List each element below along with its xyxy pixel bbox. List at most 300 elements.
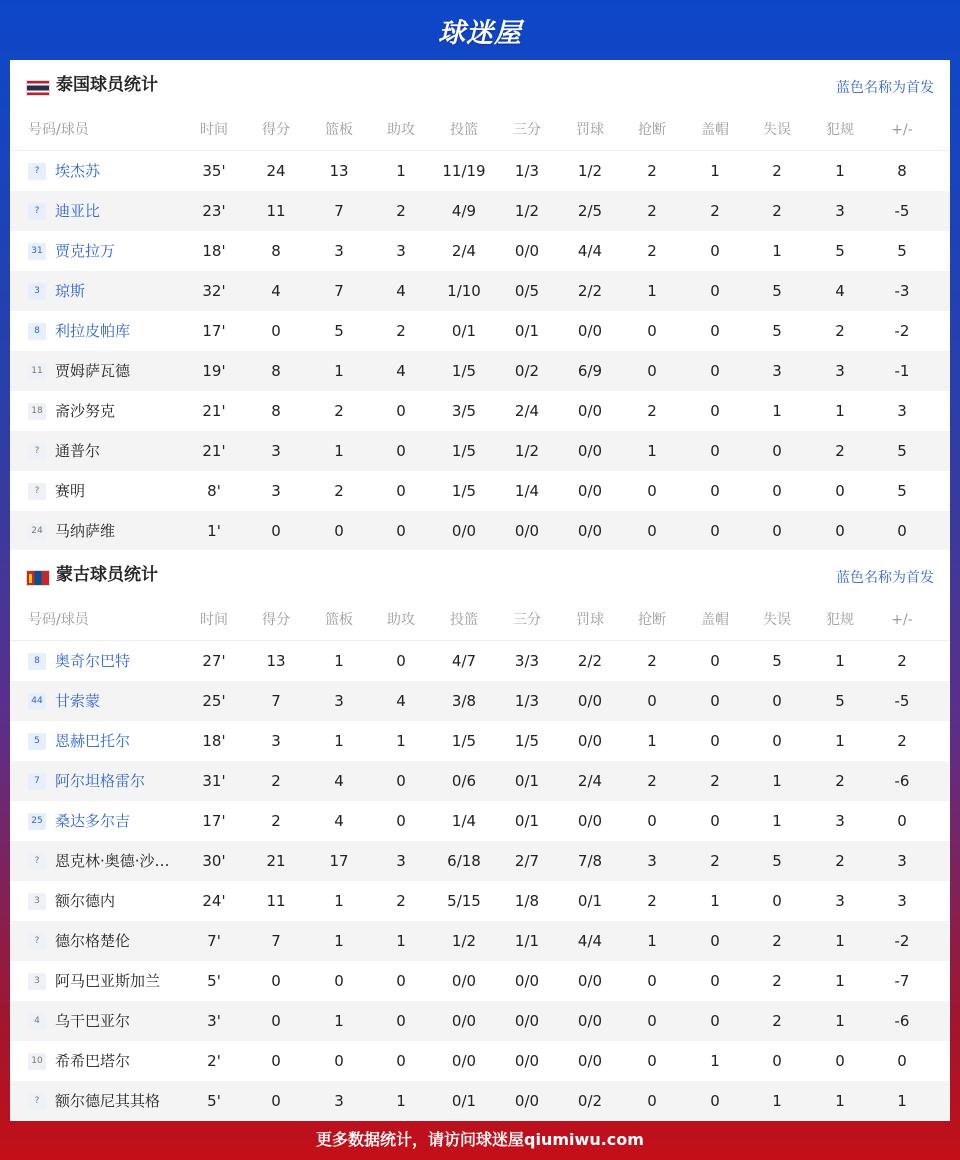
stat-cell: 1 [334, 732, 344, 750]
stat-cell: 0/6 [451, 772, 477, 790]
stat-cell: 11 [266, 892, 286, 910]
player-name: 希希巴塔尔 [55, 1052, 131, 1070]
stat-cell: 1 [835, 732, 845, 750]
stat-cell: 0 [334, 972, 344, 990]
stat-cell: 0/0 [514, 972, 540, 990]
stat-cell: 0/0 [514, 522, 540, 540]
stat-cell: 2 [835, 442, 845, 460]
stat-cell: 0/1 [451, 322, 477, 340]
stat-cell: 8 [271, 242, 281, 260]
stat-cell: 0 [334, 522, 344, 540]
stat-cell: 1/5 [451, 362, 477, 380]
stat-cell: 0 [271, 972, 281, 990]
stat-cell: 7 [334, 202, 344, 220]
stat-cell: 0/1 [514, 772, 540, 790]
column-header: 三分 [513, 122, 541, 138]
stat-cell: 0/5 [514, 282, 540, 300]
stat-cell: 2 [897, 652, 907, 670]
stat-cell: 1 [334, 1012, 344, 1030]
stat-cell: 2 [396, 892, 406, 910]
stat-cell: 2 [772, 932, 782, 950]
player-name[interactable]: 甘索蒙 [55, 692, 101, 710]
player-name[interactable]: 琼斯 [55, 282, 86, 300]
stat-cell: 5/15 [447, 892, 481, 910]
stat-cell: 1/10 [447, 282, 481, 300]
column-header: 罚球 [576, 122, 604, 138]
stat-cell: 1/5 [451, 482, 477, 500]
stat-cell: 2 [835, 322, 845, 340]
stat-cell: 0 [710, 482, 720, 500]
stat-cell: 5 [772, 322, 782, 340]
column-header: 三分 [513, 612, 541, 628]
stat-cell: 8' [207, 482, 221, 500]
stat-cell: 0 [647, 1012, 657, 1030]
stat-cell: 4/7 [451, 652, 477, 670]
stat-cell: 8 [271, 402, 281, 420]
stat-cell: 0/0 [577, 322, 603, 340]
stat-cell: 0/0 [577, 1052, 603, 1070]
stat-cell: 1/1 [514, 932, 540, 950]
player-row[interactable] [10, 351, 950, 391]
player-row[interactable] [10, 311, 950, 351]
stat-cell: 1/5 [514, 732, 540, 750]
stat-cell: 2' [207, 1052, 221, 1070]
player-row[interactable] [10, 151, 950, 191]
jersey-number-badge: 24 [28, 523, 46, 540]
stat-cell: 1 [772, 242, 782, 260]
player-row[interactable] [10, 841, 950, 881]
stat-cell: 3 [334, 1092, 344, 1110]
stat-cell: 0 [271, 1012, 281, 1030]
stat-cell: 2 [396, 322, 406, 340]
stat-cell: 0 [710, 362, 720, 380]
player-row[interactable] [10, 511, 950, 551]
stat-cell: 0/2 [514, 362, 540, 380]
stat-cell: 2/7 [514, 852, 540, 870]
player-name[interactable]: 贾克拉万 [55, 242, 116, 260]
jersey-number-badge: ? [28, 933, 46, 950]
stat-cell: 0 [271, 1092, 281, 1110]
section-title: 泰国球员统计 [56, 75, 158, 95]
stat-cell: 21' [202, 402, 226, 420]
player-row[interactable] [10, 721, 950, 761]
stat-cell: 0 [271, 322, 281, 340]
stat-cell: 0 [396, 652, 406, 670]
stat-cell: 1 [772, 772, 782, 790]
column-header: 失误 [763, 122, 791, 138]
player-row[interactable] [10, 1081, 950, 1121]
stat-cell: 2 [647, 162, 657, 180]
stat-cell: 1/8 [514, 892, 540, 910]
stat-cell: 17 [329, 852, 349, 870]
stat-cell: -3 [894, 282, 910, 300]
column-header: 抢断 [638, 122, 666, 138]
starter-note: 蓝色名称为首发 [836, 570, 934, 586]
player-row[interactable] [10, 191, 950, 231]
stat-cell: 1/2 [577, 162, 603, 180]
player-row[interactable] [10, 431, 950, 471]
stat-cell: 0 [396, 402, 406, 420]
stat-cell: 0/0 [514, 1012, 540, 1030]
stat-cell: 5 [897, 482, 907, 500]
stat-cell: 3 [271, 442, 281, 460]
stat-cell: 0 [647, 1052, 657, 1070]
column-header: 犯规 [826, 122, 854, 138]
column-header: 犯规 [826, 612, 854, 628]
stat-cell: 5' [207, 972, 221, 990]
team-stats-thailand [10, 60, 950, 550]
section-title: 蒙古球员统计 [56, 565, 158, 585]
jersey-number-badge: 3 [28, 893, 46, 910]
stat-cell: 0 [772, 522, 782, 540]
player-name: 斋沙努克 [55, 402, 116, 420]
stat-cell: 0/1 [514, 322, 540, 340]
stat-cell: -6 [894, 1012, 910, 1030]
stat-cell: 2 [271, 772, 281, 790]
stat-cell: 2 [647, 402, 657, 420]
stat-cell: 23' [202, 202, 226, 220]
jersey-number-badge: ? [28, 203, 46, 220]
stat-cell: 2/5 [577, 202, 603, 220]
stat-cell: 1 [396, 732, 406, 750]
column-header: 投篮 [450, 612, 478, 628]
mongolia-flag-icon [26, 570, 50, 586]
player-name: 乌干巴亚尔 [55, 1012, 131, 1030]
player-row[interactable] [10, 801, 950, 841]
stat-cell: 0 [835, 482, 845, 500]
column-header: 得分 [262, 612, 290, 628]
brand-logo: 球迷屋 [438, 17, 522, 49]
stat-cell: 3 [334, 242, 344, 260]
column-header: 罚球 [576, 612, 604, 628]
stat-cell: 0 [772, 692, 782, 710]
stat-cell: 3 [897, 852, 907, 870]
stat-cell: 1 [772, 812, 782, 830]
player-row[interactable] [10, 761, 950, 801]
stat-cell: 1 [396, 162, 406, 180]
jersey-number-badge: 8 [28, 653, 46, 670]
player-row[interactable] [10, 271, 950, 311]
stat-cell: 2 [772, 972, 782, 990]
stat-cell: 0 [772, 1052, 782, 1070]
stat-cell: 1 [710, 892, 720, 910]
stat-cell: 6/9 [577, 362, 603, 380]
stat-cell: -7 [894, 972, 910, 990]
stat-cell: 0/0 [577, 522, 603, 540]
stat-cell: 2/2 [577, 282, 603, 300]
player-row[interactable] [10, 1041, 950, 1081]
stat-cell: 0/0 [514, 242, 540, 260]
table-header [10, 600, 950, 641]
stat-cell: 0/0 [577, 812, 603, 830]
column-header: 盖帽 [701, 612, 729, 628]
player-row[interactable] [10, 1001, 950, 1041]
stat-cell: 5 [835, 692, 845, 710]
stat-cell: 7 [271, 932, 281, 950]
stat-cell: 0 [647, 322, 657, 340]
section-header [10, 550, 950, 600]
stat-cell: 0/0 [577, 402, 603, 420]
jersey-number-badge: 44 [28, 693, 46, 710]
player-row[interactable] [10, 391, 950, 431]
stat-cell: 0/0 [577, 972, 603, 990]
stat-cell: 1 [647, 442, 657, 460]
column-header: 篮板 [325, 122, 353, 138]
stat-cell: 0 [710, 932, 720, 950]
footer-link[interactable]: 更多数据统计，请访问球迷屋qiumiwu.com [316, 1130, 644, 1149]
stat-cell: 1 [334, 652, 344, 670]
stat-cell: 0 [647, 692, 657, 710]
stat-cell: 2 [835, 852, 845, 870]
stat-cell: 35' [202, 162, 226, 180]
player-name: 贾姆萨瓦德 [55, 362, 131, 380]
stat-cell: 1 [647, 932, 657, 950]
stat-cell: 0 [710, 402, 720, 420]
stat-cell: 1/2 [514, 442, 540, 460]
stat-cell: 0 [772, 482, 782, 500]
stat-cell: 3 [772, 362, 782, 380]
player-row[interactable] [10, 231, 950, 271]
stat-cell: 1 [772, 1092, 782, 1110]
column-header: 失误 [763, 612, 791, 628]
stat-cell: 4 [271, 282, 281, 300]
stat-cell: 1 [835, 1012, 845, 1030]
stat-cell: 0/0 [577, 482, 603, 500]
stat-cell: 5 [835, 242, 845, 260]
column-header: 盖帽 [701, 122, 729, 138]
stat-cell: 32' [202, 282, 226, 300]
stat-cell: 1/5 [451, 442, 477, 460]
jersey-number-badge: ? [28, 853, 46, 870]
stat-cell: 0/0 [577, 442, 603, 460]
stat-cell: 0 [835, 1052, 845, 1070]
jersey-number-badge: 11 [28, 363, 46, 380]
stat-cell: 4 [396, 282, 406, 300]
jersey-number-badge: ? [28, 483, 46, 500]
stat-cell: 1/2 [514, 202, 540, 220]
stat-cell: 21' [202, 442, 226, 460]
player-row[interactable] [10, 881, 950, 921]
stat-cell: -2 [894, 932, 910, 950]
stat-cell: 0 [647, 482, 657, 500]
stat-cell: 2 [647, 242, 657, 260]
stat-cell: 0 [772, 892, 782, 910]
stat-cell: 0 [835, 522, 845, 540]
column-header: +/- [891, 612, 913, 628]
column-header: 时间 [200, 612, 228, 628]
stat-cell: 2/4 [577, 772, 603, 790]
column-header: 助攻 [387, 612, 415, 628]
team-stats-mongolia [10, 550, 950, 1120]
player-name: 马纳萨维 [55, 522, 116, 540]
stat-cell: 3/3 [514, 652, 540, 670]
stat-cell: 1/2 [451, 932, 477, 950]
stat-cell: 0 [710, 732, 720, 750]
stat-cell: 0 [710, 972, 720, 990]
stat-cell: 0 [710, 692, 720, 710]
player-name: 额尔德尼其其格 [55, 1092, 161, 1110]
stat-cell: 2/2 [577, 652, 603, 670]
column-header: 时间 [200, 122, 228, 138]
stat-cell: 2 [897, 732, 907, 750]
jersey-number-badge: 31 [28, 243, 46, 260]
stat-cell: 2 [647, 892, 657, 910]
stat-cell: 1 [835, 932, 845, 950]
stat-cell: 31' [202, 772, 226, 790]
player-row[interactable] [10, 641, 950, 681]
stat-cell: 0/0 [577, 692, 603, 710]
column-header: +/- [891, 122, 913, 138]
stat-cell: 0 [710, 812, 720, 830]
stat-cell: 11/19 [442, 162, 486, 180]
stat-cell: 2 [647, 652, 657, 670]
player-row[interactable] [10, 681, 950, 721]
stat-cell: 25' [202, 692, 226, 710]
stat-cell: 2 [710, 202, 720, 220]
stat-cell: 5 [897, 442, 907, 460]
stat-cell: 0 [334, 1052, 344, 1070]
stat-cell: 30' [202, 852, 226, 870]
stat-cell: -6 [894, 772, 910, 790]
player-name[interactable]: 奥奇尔巴特 [55, 652, 131, 670]
stat-cell: -1 [894, 362, 910, 380]
column-header: 抢断 [638, 612, 666, 628]
stat-cell: 3 [396, 852, 406, 870]
stat-cell: 3 [835, 812, 845, 830]
column-header: 投篮 [450, 122, 478, 138]
stat-cell: 0 [396, 772, 406, 790]
player-name: 通普尔 [55, 442, 101, 460]
stat-cell: 5 [897, 242, 907, 260]
column-header-player: 号码/球员 [28, 612, 89, 628]
stat-cell: 0/1 [577, 892, 603, 910]
jersey-number-badge: ? [28, 1093, 46, 1110]
stat-cell: 4/4 [577, 242, 603, 260]
stat-cell: 1 [334, 442, 344, 460]
stat-cell: 24' [202, 892, 226, 910]
stat-cell: 13 [266, 652, 286, 670]
stat-cell: 0 [897, 812, 907, 830]
stat-cell: 7 [271, 692, 281, 710]
column-header: 助攻 [387, 122, 415, 138]
stat-cell: 1 [710, 1052, 720, 1070]
stat-cell: 0 [710, 242, 720, 260]
stat-cell: 17' [202, 322, 226, 340]
stat-cell: 27' [202, 652, 226, 670]
stat-cell: 0 [710, 652, 720, 670]
stat-cell: 0/0 [514, 1052, 540, 1070]
jersey-number-badge: 10 [28, 1053, 46, 1070]
player-name[interactable]: 迪亚比 [55, 202, 101, 220]
stat-cell: 4 [396, 692, 406, 710]
stat-cell: 0 [772, 442, 782, 460]
stat-cell: 3 [271, 482, 281, 500]
stat-cell: 1/4 [451, 812, 477, 830]
stat-cell: 1' [207, 522, 221, 540]
stat-cell: 0 [396, 1052, 406, 1070]
stat-cell: 1 [334, 892, 344, 910]
stat-cell: 7 [334, 282, 344, 300]
stat-cell: 0 [710, 282, 720, 300]
stat-cell: 0/0 [577, 732, 603, 750]
stat-cell: 1 [835, 402, 845, 420]
stat-cell: 3 [835, 892, 845, 910]
stat-cell: 4/9 [451, 202, 477, 220]
player-name: 阿马巴亚斯加兰 [55, 972, 161, 990]
player-name[interactable]: 恩赫巴托尔 [55, 732, 131, 750]
player-name: 赛明 [55, 482, 86, 500]
stat-cell: 0 [396, 812, 406, 830]
starter-note: 蓝色名称为首发 [836, 80, 934, 96]
stat-cell: 0/0 [577, 1012, 603, 1030]
section-header [10, 60, 950, 110]
stat-cell: 2 [835, 772, 845, 790]
stat-cell: 0 [710, 322, 720, 340]
stat-cell: 7' [207, 932, 221, 950]
stat-cell: 2/4 [514, 402, 540, 420]
player-row[interactable] [10, 961, 950, 1001]
player-name[interactable]: 阿尔坦格雷尔 [55, 772, 146, 790]
stat-cell: 1/3 [514, 692, 540, 710]
stat-cell: 4 [396, 362, 406, 380]
jersey-number-badge: 3 [28, 283, 46, 300]
player-name: 额尔德内 [55, 892, 116, 910]
player-rows [10, 151, 950, 551]
stat-cell: 1/4 [514, 482, 540, 500]
stat-cell: 0 [647, 972, 657, 990]
stat-cell: 1 [334, 362, 344, 380]
column-header-player: 号码/球员 [28, 122, 89, 138]
stat-cell: 0 [396, 972, 406, 990]
stat-cell: 21 [266, 852, 286, 870]
stat-cell: 1 [835, 162, 845, 180]
stat-cell: 0 [647, 362, 657, 380]
stat-cell: 3 [897, 892, 907, 910]
stat-cell: 18' [202, 242, 226, 260]
jersey-number-badge: 3 [28, 973, 46, 990]
stat-cell: 2 [396, 202, 406, 220]
jersey-number-badge: 4 [28, 1013, 46, 1030]
stat-cell: 8 [897, 162, 907, 180]
player-name[interactable]: 利拉皮帕库 [55, 322, 131, 340]
stat-cell: 0 [710, 1092, 720, 1110]
stat-cell: 11 [266, 202, 286, 220]
stat-cell: 8 [271, 362, 281, 380]
stat-cell: 13 [329, 162, 349, 180]
stat-cell: 6/18 [447, 852, 481, 870]
player-row[interactable] [10, 921, 950, 961]
stat-cell: 2 [772, 1012, 782, 1030]
stat-cell: 0/2 [577, 1092, 603, 1110]
stat-cell: 2 [772, 202, 782, 220]
player-row[interactable] [10, 471, 950, 511]
stat-cell: 2 [647, 202, 657, 220]
stat-cell: 5 [772, 852, 782, 870]
stat-cell: 1 [647, 282, 657, 300]
jersey-number-badge: 8 [28, 323, 46, 340]
player-name[interactable]: 桑达多尔吉 [55, 812, 131, 830]
stat-cell: 3' [207, 1012, 221, 1030]
stat-cell: 17' [202, 812, 226, 830]
stat-cell: 5' [207, 1092, 221, 1110]
stat-cell: 3 [334, 692, 344, 710]
stat-cell: 2 [334, 482, 344, 500]
stat-cell: 2 [271, 812, 281, 830]
stat-cell: 0 [396, 1012, 406, 1030]
player-name[interactable]: 埃杰苏 [55, 162, 101, 180]
stat-cell: 0 [647, 812, 657, 830]
thailand-flag-icon [26, 80, 50, 96]
